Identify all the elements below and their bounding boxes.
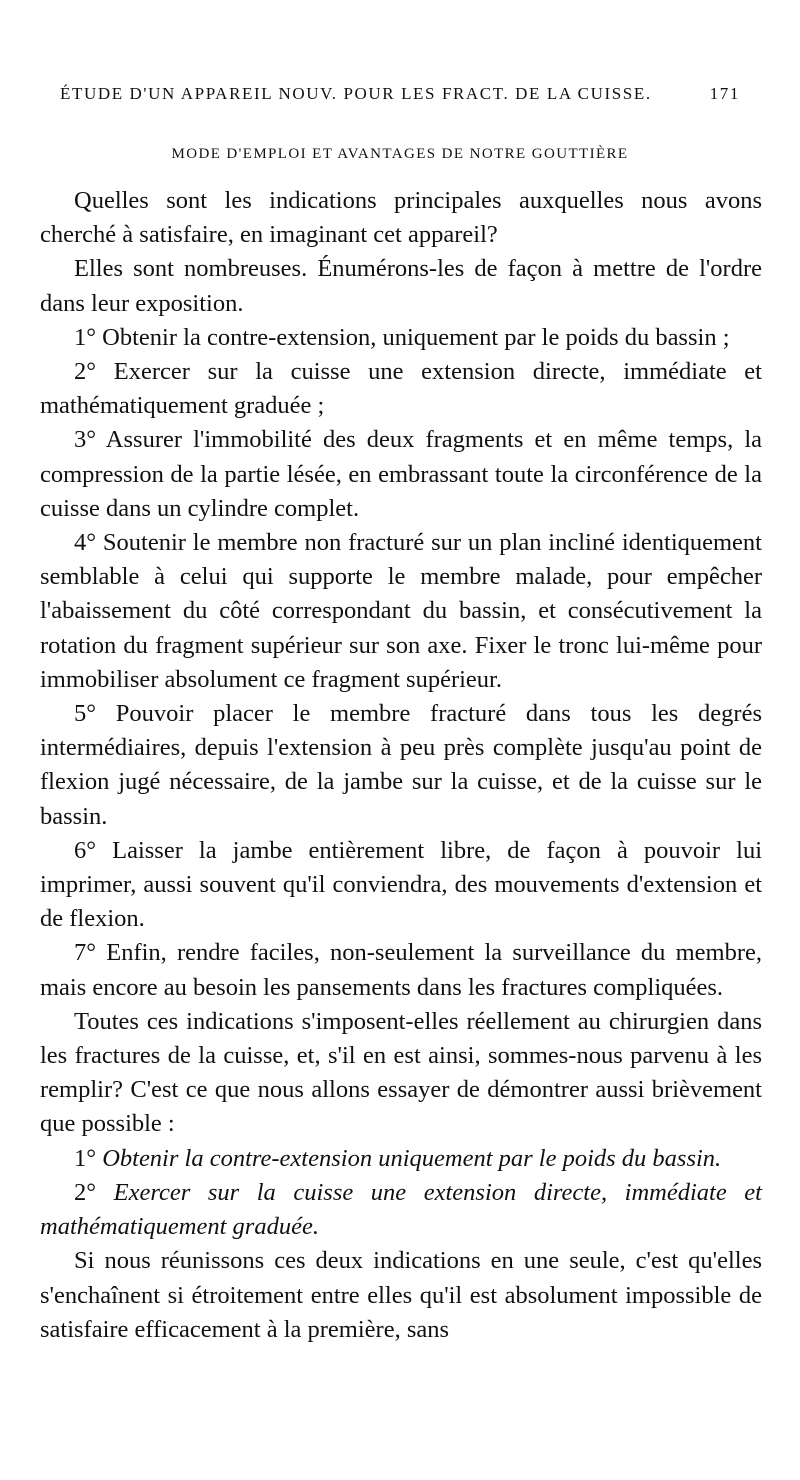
running-head — [60, 84, 740, 104]
closing-paragraph: Si nous réunissons ces deux indications en une seule, c'est qu'elles s'enchaînent si étroitement entre elles qu'il est absolument impossible de satisfaire efficacement à la première, sans — [40, 1247, 762, 1343]
paragraph-item-7: 7° Enfin, rendre faciles, non-seulement la surveillance du membre, mais encore au besoin les pansements dans les fractures compliquées. — [40, 939, 762, 1001]
item-number: 1° — [74, 1144, 103, 1172]
italic-heading-2 — [40, 1176, 762, 1244]
italic-heading-1 — [40, 1142, 762, 1176]
italic-heading-text: Exercer sur la cuisse une extension directe, immédiate et mathématiquement graduée. — [40, 1178, 762, 1241]
paragraph-item-5: 5° Pouvoir placer le membre fracturé dans tous les degrés intermédiaires, depuis l'extension à peu près complète jusqu'au point de flexion jugé nécessaire, de la jambe sur la cuisse, et de la cuisse sur le bassin. — [40, 700, 762, 830]
paragraph-item-4: 4° Soutenir le membre non fracturé sur un plan incliné identiquement semblable à celui qui supporte le membre malade, pour empêcher l'abaissement du côté correspondant du bassin, et consécutivement la rotation du fragment supérieur sur son axe. Fixer le tronc lui-même pour immobiliser absolument ce fragment supérieur. — [40, 529, 762, 693]
paragraph-item-2: 2° Exercer sur la cuisse une extension directe, immédiate et mathématiquement graduée ; — [40, 358, 762, 420]
page-number: 171 — [709, 84, 740, 103]
paragraph-item-1: 1° Obtenir la contre-extension, uniquement par le poids du bassin ; — [74, 323, 730, 351]
paragraph: Quelles sont les indications principales auxquelles nous avons cherché à satisfaire, en imaginant cet appareil? — [40, 187, 762, 249]
italic-heading-text: Obtenir la contre-extension uniquement par le poids du bassin. — [102, 1144, 722, 1172]
paragraph: Toutes ces indications s'imposent-elles réellement au chirurgien dans les fractures de la cuisse, et, s'il en est ainsi, sommes-nous parvenu à les remplir? C'est ce que nous allons essayer de démontrer aussi brièvement que possible : — [40, 1007, 762, 1138]
paragraph-item-6: 6° Laisser la jambe entièrement libre, de façon à pouvoir lui imprimer, aussi souvent qu'il conviendra, des mouvements d'extension et de flexion. — [40, 836, 762, 933]
item-number: 2° — [74, 1178, 114, 1206]
section-title: MODE D'EMPLOI ET AVANTAGES DE NOTRE GOUTTIÈRE — [171, 146, 629, 162]
body-text — [40, 184, 762, 1347]
paragraph: Elles sont nombreuses. Énumérons-les de façon à mettre de l'ordre dans leur exposition. — [40, 255, 762, 317]
running-head-title: ÉTUDE D'UN APPAREIL NOUV. POUR LES FRACT. DE LA CUISSE. — [60, 84, 652, 103]
paragraph-item-3: 3° Assurer l'immobilité des deux fragments et en même temps, la compression de la partie lésée, en embrassant toute la circonférence de la cuisse dans un cylindre complet. — [40, 426, 762, 522]
